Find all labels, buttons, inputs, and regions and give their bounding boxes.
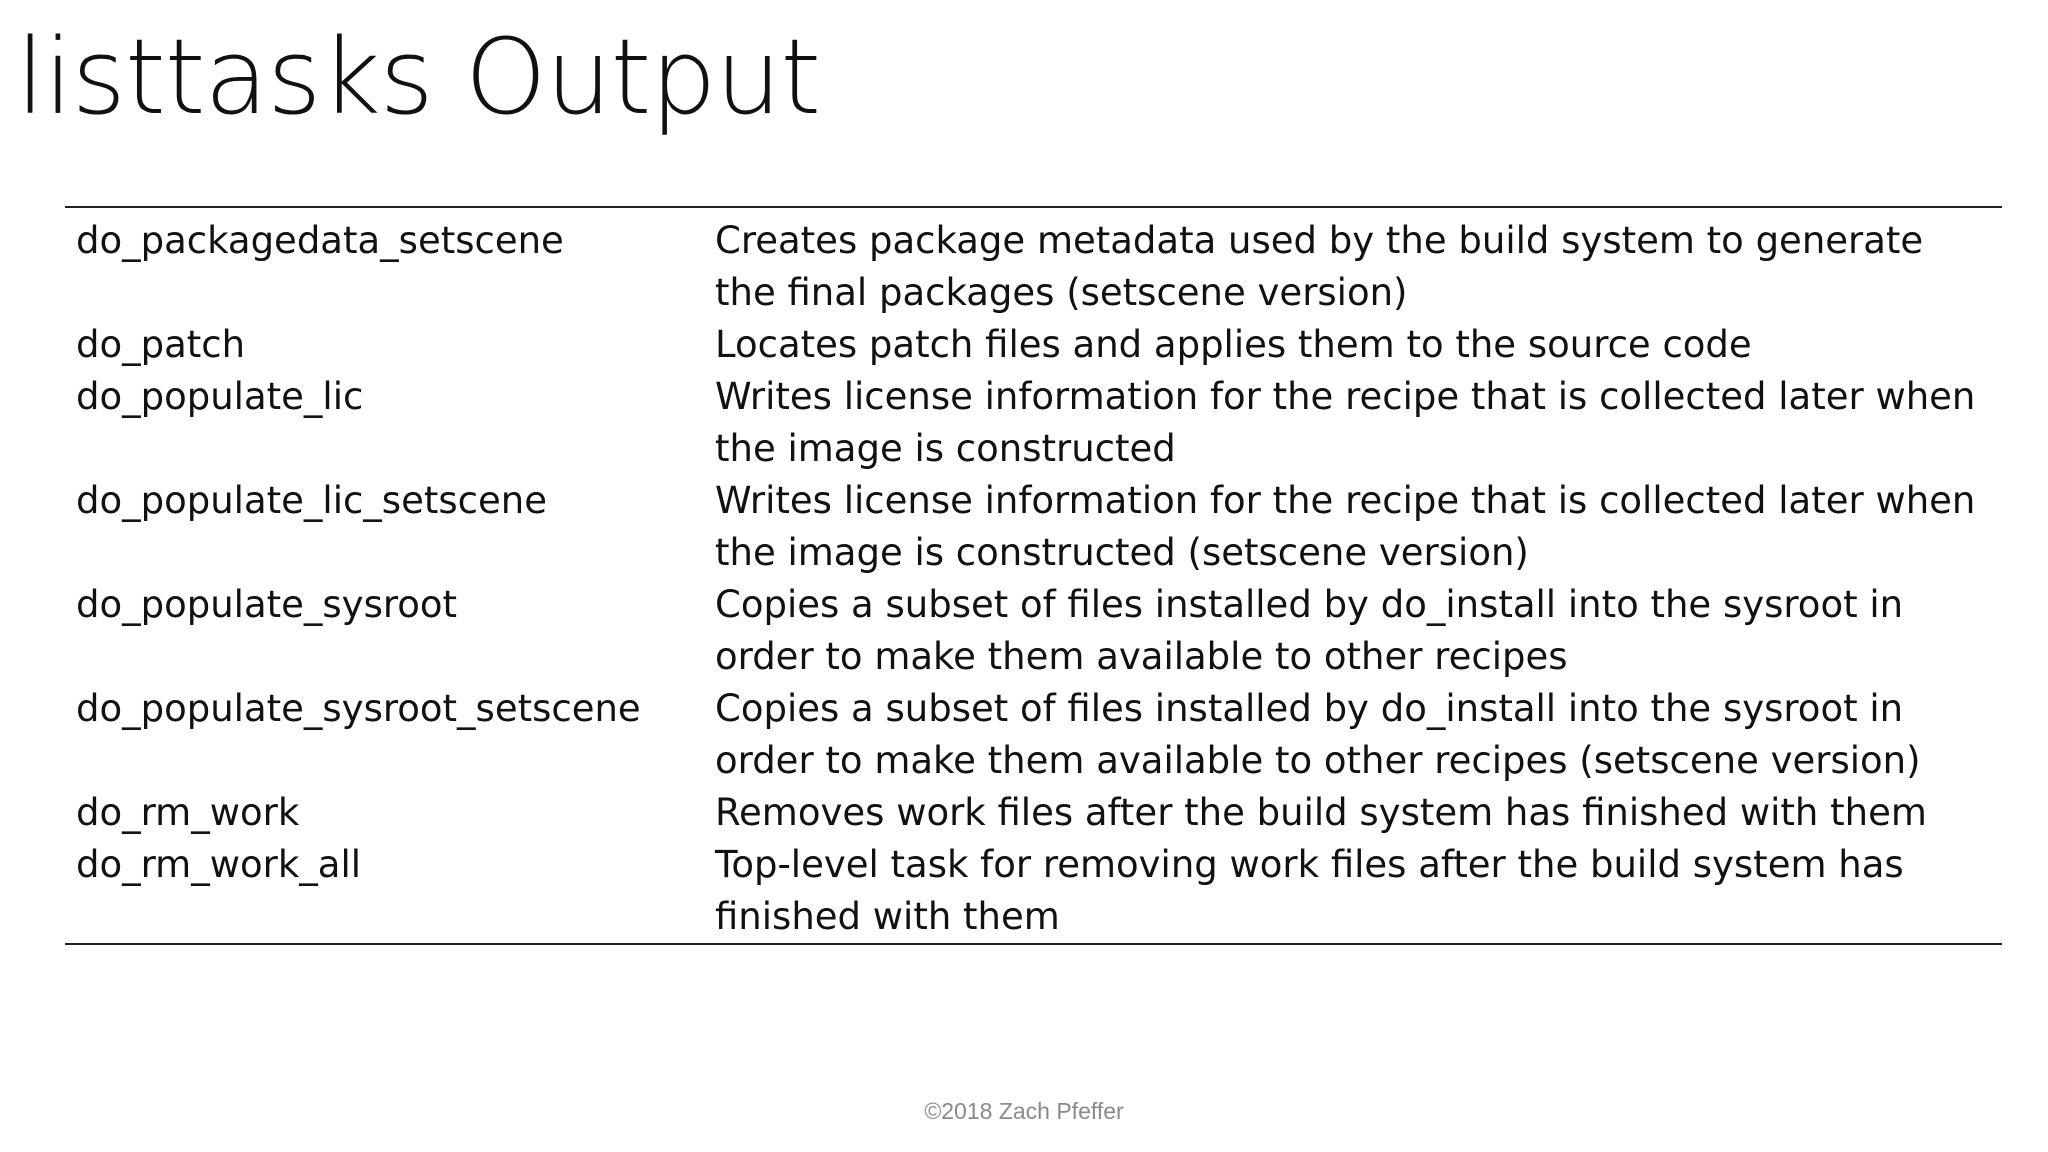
table-row [65,787,2002,839]
task-description: Copies a subset of files installed by do_install into the sysroot in order to make them available to other recipes [715,583,1904,678]
task-name: do_rm_work_all [76,843,361,886]
table-row [65,683,2002,787]
table-row [65,371,2002,475]
footer-copyright: ©2018 Zach Pfeffer [924,1098,1124,1124]
table-row [65,579,2002,683]
task-description: Copies a subset of files installed by do_install into the sysroot in order to make them available to other recipes (setscene version) [715,687,1921,782]
table-row [65,319,2002,371]
task-description: Top-level task for removing work files after the build system has finished with them [715,843,1904,938]
task-description: Creates package metadata used by the build system to generate the final packages (setscene version) [715,219,1924,314]
task-table [65,206,2002,945]
task-name: do_populate_sysroot_setscene [76,687,641,730]
task-description: Locates patch files and applies them to the source code [715,323,1752,366]
slide-title: listtasks Output [16,16,821,138]
task-name: do_populate_sysroot [76,583,458,626]
task-description: Writes license information for the recipe that is collected later when the image is constructed (setscene version) [715,479,1976,574]
task-name: do_populate_lic [76,375,364,418]
task-name: do_packagedata_setscene [76,219,564,262]
task-table-body [65,207,2002,944]
table-row [65,207,2002,319]
table-row [65,839,2002,944]
task-name: do_populate_lic_setscene [76,479,547,522]
task-name: do_rm_work [76,791,300,834]
task-description: Writes license information for the recipe that is collected later when the image is constructed [715,375,1976,470]
task-description: Removes work files after the build system has finished with them [715,791,1927,834]
task-name: do_patch [76,323,246,366]
table-row [65,475,2002,579]
